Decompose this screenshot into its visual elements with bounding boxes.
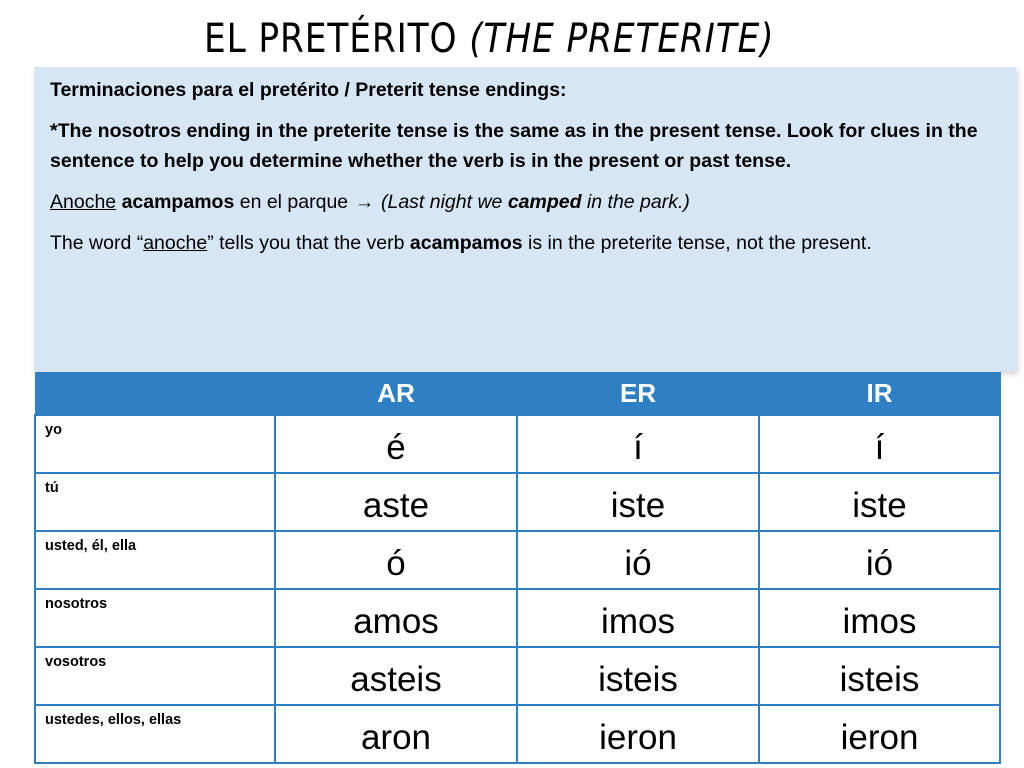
header-ar: AR: [275, 372, 517, 415]
table-row: [35, 705, 1000, 763]
ending-er: imos: [517, 589, 759, 647]
pronoun-cell: usted, él, ella: [35, 531, 275, 589]
explain-part1: The word “: [50, 232, 144, 254]
example-verb: acampamos: [121, 191, 235, 213]
ending-er: iste: [517, 473, 759, 531]
info-heading: Terminaciones para el pretérito / Preterit tense endings:: [50, 79, 567, 101]
table-row: [35, 473, 1000, 531]
info-box: [34, 67, 1016, 371]
ending-ar: aron: [275, 705, 517, 763]
translation-open: (Last night we: [380, 191, 508, 213]
arrow-right-icon: →: [354, 191, 375, 213]
ending-er: ió: [517, 531, 759, 589]
page-title: [204, 16, 774, 62]
ending-ar: ó: [275, 531, 517, 589]
info-example: [50, 187, 986, 217]
header-pronoun: [35, 372, 275, 415]
ending-ar: aste: [275, 473, 517, 531]
header-ir: IR: [759, 372, 1000, 415]
ending-ar: é: [275, 415, 517, 473]
table-row: [35, 589, 1000, 647]
title-translation: (THE PRETERITE): [469, 16, 775, 62]
ending-ir: ieron: [759, 705, 1000, 763]
table-row: [35, 647, 1000, 705]
ending-ar: amos: [275, 589, 517, 647]
example-translation: [381, 191, 690, 213]
pronoun-cell: ustedes, ellos, ellas: [35, 705, 275, 763]
ending-ir: imos: [759, 589, 1000, 647]
ending-ir: iste: [759, 473, 1000, 531]
pronoun-cell: tú: [35, 473, 275, 531]
header-er: ER: [517, 372, 759, 415]
example-rest: en el parque: [239, 191, 349, 213]
ending-ir: í: [759, 415, 1000, 473]
ending-ir: isteis: [759, 647, 1000, 705]
table-row: [35, 531, 1000, 589]
info-explanation: [50, 228, 986, 258]
ending-ar: asteis: [275, 647, 517, 705]
pronoun-cell: nosotros: [35, 589, 275, 647]
explain-part2: ” tells you that the verb: [207, 232, 410, 254]
pronoun-cell: vosotros: [35, 647, 275, 705]
table-header-row: [35, 372, 1000, 415]
ending-ir: ió: [759, 531, 1000, 589]
info-rule: *The nosotros ending in the preterite tense is the same as in the present tense. Look for clues in the sentence to help you determine whether the verb is in the present or past tense.: [50, 120, 978, 172]
pronoun-cell: yo: [35, 415, 275, 473]
translation-close: in the park.): [581, 191, 690, 213]
ending-er: isteis: [517, 647, 759, 705]
explain-part3: is in the preterite tense, not the present.: [522, 232, 872, 254]
ending-er: í: [517, 415, 759, 473]
explain-verb: acampamos: [409, 232, 523, 254]
table-row: [35, 415, 1000, 473]
endings-table: [34, 372, 1001, 764]
ending-er: ieron: [517, 705, 759, 763]
example-word-anoche: Anoche: [50, 191, 117, 213]
translation-verb: camped: [507, 191, 582, 213]
explain-word: anoche: [143, 232, 208, 254]
title-main: EL PRETÉRITO: [204, 16, 458, 62]
